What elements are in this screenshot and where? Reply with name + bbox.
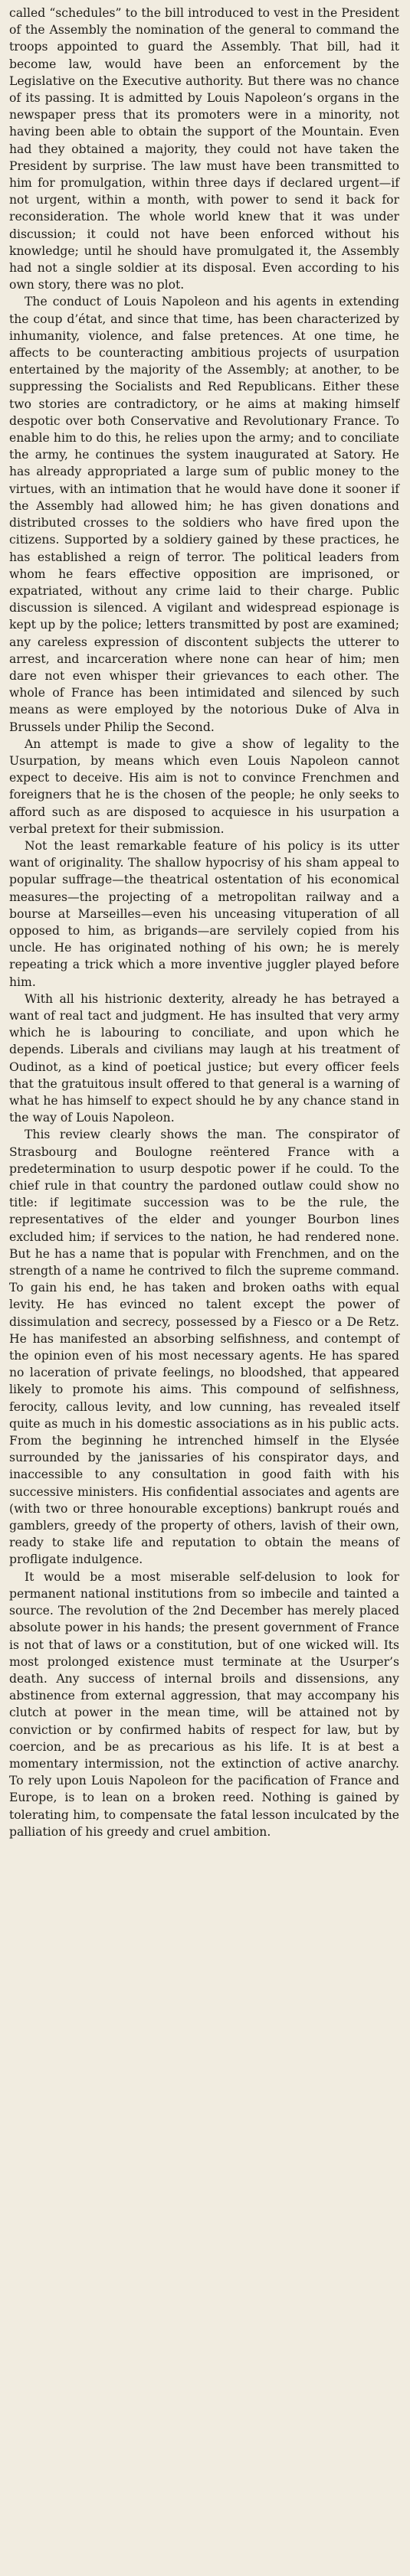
paragraph-3: An attempt is made to give a show of legality to the Usurpation, by means which even Louis Napoleon cannot expect to deceive. His aim is not to convince Frenchmen and foreigners that he is the chosen of the people; he only seeks to afford such as are disposed to acquiesce in his usurpation a verbal pretext for their submission. bbox=[9, 736, 399, 836]
paragraph-1: called “schedules” to the bill introduced to vest in the President of the Assembly the nomination of the general to command the troops appointed to guard the Assembly. That bill, had it become law, would have been an enforcement by the Legislative on the Executive authority. But there was no chance of its passing. It is admitted by Louis Napoleon’s organs in the newspaper press that its promoters were in a minority, not having been able to obtain the support of the Mountain. Even had they obtained a majority, they could not have taken the President by surprise. The law must have been transmitted to him for promulgation, within three days if declared urgent—if not urgent, within a month, with power to send it back for reconsideration. The whole world knew that it was under discussion; it could not have been enforced without his knowledge; until he should have promulgated it, the Assembly had not a single soldier at its disposal. Even according to his own story, there was no plot. bbox=[9, 6, 399, 292]
paragraph-2: The conduct of Louis Napoleon and his agents in extending the coup d’état, and since that time, has been characterized by inhumanity, violence, and false pretences. At one time, he affects to be counteracting ambitious projects of usurpation entertained by the majority of the Assembly; at another, to be suppressing the Socialists and Red Republicans. Either these two stories are contradictory, or he aims at making himself despotic over both Conservative and Revolutionary France. To enable him to do this, he relies upon the army; and to conciliate the army, he continues the system inaugurated at Satory. He has already appropriated a large sum of public money to the virtues, with an intimation that he would have done it sooner if the Assembly had allowed him; he has given donations and distributed crosses to the soldiers who have fired upon the citizens. Supported by a soldiery gained by these practices, he has established a reign of terror. The political leaders from whom he fears effective opposition are imprisoned, or expatriated, without any crime laid to their charge. Public discussion is silenced. A vigilant and widespread espionage is kept up by the police; letters transmitted by post are examined; any careless expression of discontent subjects the utterer to arrest, and incarceration where none can hear of him; men dare not even whisper their grievances to each other. The whole of France has been intimidated and silenced by such means as were employed by the notorious Duke of Alva in Brussels under Philip the Second. bbox=[9, 295, 399, 734]
article-body bbox=[9, 5, 399, 1840]
paragraph-7: It would be a most miserable self-delusion to look for permanent national institutions from so imbecile and tainted a source. The revolution of the 2nd December has merely placed absolute power in his hands; the present government of France is not that of laws or a constitution, but of one wicked will. Its most prolonged existence must terminate at the Usurper’s death. Any success of internal broils and dissensions, any abstinence from external aggression, that may accompany his clutch at power in the mean time, will be attained not by conviction or by confirmed habits of respect for law, but by coercion, and be as precarious as his life. It is at best a momentary intermission, not the extinction of active anarchy. To rely upon Louis Napoleon for the pacification of France and Europe, is to lean on a broken reed. Nothing is gained by tolerating him, to compensate the fatal lesson inculcated by the palliation of his greedy and cruel ambition. bbox=[9, 1569, 399, 1839]
paragraph-5: With all his histrionic dexterity, already he has betrayed a want of real tact and judgment. He has insulted that very army which he is labouring to conciliate, and upon which he depends. Liberals and civilians may laugh at his treatment of Oudinot, as a kind of poetical justice; but every officer feels that the gratuitous insult offered to that general is a warning of what he has himself to expect should he by any chance stand in the way of Louis Napoleon. bbox=[9, 991, 399, 1125]
paragraph-6: This review clearly shows the man. The conspirator of Strasbourg and Boulogne reëntered France with a predetermination to usurp despotic power if he could. To the chief rule in that country the pardoned outlaw could show no title: if legitimate succession was to be the rule, the representatives of the elder and younger Bourbon lines excluded him; if services to the nation, he had rendered none. But he has a name that is popular with Frenchmen, and on the strength of a name he contrived to filch the supreme command. To gain his end, he has taken and broken oaths with equal levity. He has evinced no talent except the power of dissimulation and secrecy, possessed by a Fiesco or a De Retz. He has manifested an absorbing selfishness, and contempt of the opinion even of his most necessary agents. He has spared no laceration of private feelings, no bloodshed, that appeared likely to promote his aims. This compound of selfishness, ferocity, callous levity, and low cunning, has revealed itself quite as much in his domestic associations as in his public acts. From the beginning he intrenched himself in the Elysée surrounded by the janissaries of his conspirator days, and inaccessible to any consultation in good faith with his successive ministers. His confidential associates and agents are (with two or three honourable exceptions) bankrupt roués and gamblers, greedy of the property of others, lavish of their own, ready to stake life and reputation to obtain the means of profligate indulgence. bbox=[9, 1128, 399, 1567]
paragraph-4: Not the least remarkable feature of his policy is its utter want of originality. The shallow hypocrisy of his sham appeal to popular suffrage—the theatrical ostentation of his economical measures—the projecting of a metropolitan railway and a bourse at Marseilles—even his unceasing vituperation of all opposed to him, as brigands—are servilely copied from his uncle. He has originated nothing of his own; he is merely repeating a trick which a more inventive juggler played before him. bbox=[9, 838, 399, 989]
